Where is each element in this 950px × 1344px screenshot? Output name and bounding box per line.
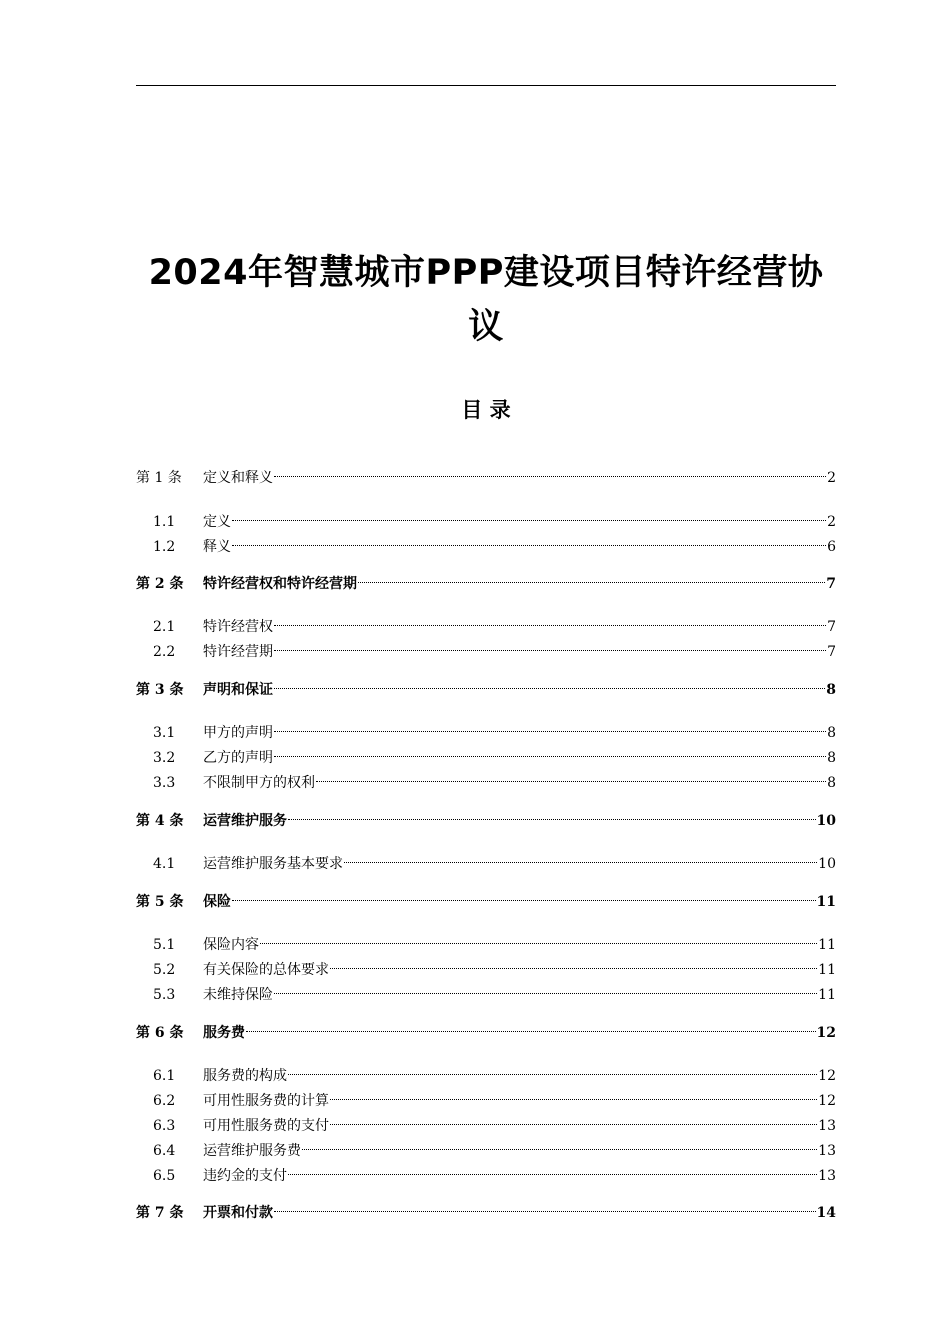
toc-entry-page: 13 bbox=[818, 1143, 836, 1159]
toc-entry-page: 8 bbox=[826, 682, 836, 698]
toc-entry-number: 第 3 条 bbox=[136, 682, 184, 698]
toc-entry-section-4-1[interactable] bbox=[136, 846, 836, 872]
toc-dot-leader bbox=[274, 634, 826, 656]
toc-entry-label: 不限制甲方的权利 bbox=[203, 775, 315, 791]
toc-entry-label: 运营维护服务费 bbox=[203, 1143, 301, 1159]
toc-entry-number: 第 2 条 bbox=[136, 576, 184, 592]
toc-entry-section-6-1[interactable] bbox=[136, 1058, 836, 1084]
toc-entry-article-7[interactable] bbox=[136, 1195, 836, 1221]
toc-entry-number: 3.2 bbox=[153, 750, 176, 766]
toc-entry-page: 11 bbox=[818, 987, 836, 1003]
toc-entry-number: 3.3 bbox=[153, 775, 176, 791]
toc-dot-leader bbox=[232, 529, 826, 551]
toc-dot-leader bbox=[274, 715, 826, 737]
toc-dot-leader bbox=[232, 504, 826, 526]
toc-entry-page: 8 bbox=[827, 725, 836, 741]
toc-dot-leader bbox=[246, 1015, 816, 1037]
toc-entry-label: 甲方的声明 bbox=[203, 725, 273, 741]
toc-entry-page: 11 bbox=[816, 894, 836, 910]
toc-entry-number: 1.1 bbox=[153, 514, 176, 530]
toc-dot-leader bbox=[330, 1083, 817, 1105]
toc-entry-section-3-3[interactable] bbox=[136, 765, 836, 791]
toc-dot-leader bbox=[330, 952, 817, 974]
toc-dot-leader bbox=[274, 609, 826, 631]
toc-entry-label: 定义和释义 bbox=[203, 470, 273, 486]
toc-heading: 目 录 bbox=[461, 398, 511, 422]
toc-entry-page: 13 bbox=[818, 1118, 836, 1134]
toc-dot-leader bbox=[302, 1133, 817, 1155]
toc-entry-section-5-3[interactable] bbox=[136, 977, 836, 1003]
document-title-line-1: 2024年智慧城市PPP建设项目特许经营协 bbox=[148, 253, 824, 293]
toc-entry-page: 12 bbox=[816, 1025, 836, 1041]
toc-dot-leader bbox=[330, 1108, 817, 1130]
toc-entry-number: 第 6 条 bbox=[136, 1025, 184, 1041]
toc-dot-leader bbox=[288, 1058, 817, 1080]
toc-entry-number: 2.2 bbox=[153, 644, 176, 660]
toc-entry-article-2[interactable] bbox=[136, 566, 836, 592]
toc-entry-label: 可用性服务费的计算 bbox=[203, 1093, 329, 1109]
toc-entry-label: 运营维护服务基本要求 bbox=[203, 856, 343, 872]
toc-entry-label: 未维持保险 bbox=[203, 987, 273, 1003]
toc-entry-section-5-1[interactable] bbox=[136, 927, 836, 953]
toc-entry-section-6-5[interactable] bbox=[136, 1158, 836, 1184]
toc-dot-leader bbox=[288, 803, 816, 825]
toc-entry-number: 5.3 bbox=[153, 987, 176, 1003]
toc-entry-number: 6.2 bbox=[153, 1093, 176, 1109]
toc-entry-section-2-1[interactable] bbox=[136, 609, 836, 635]
toc-entry-number: 6.3 bbox=[153, 1118, 176, 1134]
toc-entry-number: 2.1 bbox=[153, 619, 176, 635]
toc-entry-page: 6 bbox=[827, 539, 836, 555]
toc-entry-label: 特许经营期 bbox=[203, 644, 273, 660]
toc-entry-page: 12 bbox=[818, 1093, 836, 1109]
toc-entry-number: 6.4 bbox=[153, 1143, 176, 1159]
toc-entry-page: 10 bbox=[816, 813, 836, 829]
toc-entry-page: 2 bbox=[827, 514, 836, 530]
toc-entry-section-3-1[interactable] bbox=[136, 715, 836, 741]
toc-entry-page: 10 bbox=[818, 856, 836, 872]
toc-entry-number: 3.1 bbox=[153, 725, 176, 741]
toc-entry-section-6-4[interactable] bbox=[136, 1133, 836, 1159]
toc-entry-number: 4.1 bbox=[153, 856, 176, 872]
document-title bbox=[136, 246, 836, 354]
toc-entry-section-1-2[interactable] bbox=[136, 529, 836, 555]
toc-dot-leader bbox=[274, 1195, 816, 1217]
toc-entry-label: 特许经营权和特许经营期 bbox=[203, 576, 357, 592]
toc-entry-number: 第 5 条 bbox=[136, 894, 184, 910]
toc-entry-label: 有关保险的总体要求 bbox=[203, 962, 329, 978]
toc-entry-label: 服务费 bbox=[203, 1025, 245, 1041]
toc-entry-number: 第 1 条 bbox=[136, 470, 182, 486]
toc-dot-leader bbox=[316, 765, 826, 787]
toc-dot-leader bbox=[358, 566, 825, 588]
toc-entry-page: 11 bbox=[818, 962, 836, 978]
toc-entry-label: 可用性服务费的支付 bbox=[203, 1118, 329, 1134]
toc-entry-article-6[interactable] bbox=[136, 1015, 836, 1041]
toc-entry-section-6-2[interactable] bbox=[136, 1083, 836, 1109]
document-title-line-2: 议 bbox=[468, 307, 504, 347]
toc-dot-leader bbox=[274, 460, 826, 482]
toc-entry-page: 7 bbox=[826, 576, 836, 592]
toc-dot-leader bbox=[274, 740, 826, 762]
toc-entry-number: 6.1 bbox=[153, 1068, 176, 1084]
toc-entry-label: 特许经营权 bbox=[203, 619, 273, 635]
toc-entry-label: 声明和保证 bbox=[203, 682, 273, 698]
toc-dot-leader bbox=[260, 927, 817, 949]
toc-entry-number: 6.5 bbox=[153, 1168, 176, 1184]
toc-entry-page: 7 bbox=[827, 619, 836, 635]
toc-dot-leader bbox=[232, 884, 816, 906]
toc-entry-number: 1.2 bbox=[153, 539, 176, 555]
toc-entry-section-6-3[interactable] bbox=[136, 1108, 836, 1134]
toc-entry-article-5[interactable] bbox=[136, 884, 836, 910]
toc-entry-label: 运营维护服务 bbox=[203, 813, 287, 829]
toc-entry-label: 保险内容 bbox=[203, 937, 259, 953]
toc-entry-page: 8 bbox=[827, 775, 836, 791]
toc-dot-leader bbox=[344, 846, 817, 868]
toc-dot-leader bbox=[274, 672, 825, 694]
toc-entry-section-2-2[interactable] bbox=[136, 634, 836, 660]
toc-entry-page: 13 bbox=[818, 1168, 836, 1184]
toc-entry-page: 14 bbox=[816, 1205, 836, 1221]
toc-entry-number: 5.2 bbox=[153, 962, 176, 978]
toc-entry-number: 第 4 条 bbox=[136, 813, 184, 829]
toc-entry-label: 定义 bbox=[203, 514, 231, 530]
toc-entry-article-1[interactable] bbox=[136, 460, 836, 486]
toc-entry-page: 7 bbox=[827, 644, 836, 660]
toc-entry-article-4[interactable] bbox=[136, 803, 836, 829]
toc-entry-label: 释义 bbox=[203, 539, 231, 555]
toc-dot-leader bbox=[288, 1158, 817, 1180]
toc-entry-page: 8 bbox=[827, 750, 836, 766]
toc-entry-page: 11 bbox=[818, 937, 836, 953]
toc-entry-section-1-1[interactable] bbox=[136, 504, 836, 530]
toc-entry-page: 2 bbox=[827, 470, 836, 486]
header-rule bbox=[136, 85, 836, 86]
toc-entry-number: 5.1 bbox=[153, 937, 176, 953]
toc-entry-number: 第 7 条 bbox=[136, 1205, 184, 1221]
toc-entry-label: 违约金的支付 bbox=[203, 1168, 287, 1184]
toc-entry-section-5-2[interactable] bbox=[136, 952, 836, 978]
toc-entry-label: 保险 bbox=[203, 894, 231, 910]
toc-entry-label: 服务费的构成 bbox=[203, 1068, 287, 1084]
toc-entry-page: 12 bbox=[818, 1068, 836, 1084]
toc-entry-article-3[interactable] bbox=[136, 672, 836, 698]
toc-entry-label: 开票和付款 bbox=[203, 1205, 273, 1221]
toc-entry-label: 乙方的声明 bbox=[203, 750, 273, 766]
toc-entry-section-3-2[interactable] bbox=[136, 740, 836, 766]
toc-dot-leader bbox=[274, 977, 817, 999]
